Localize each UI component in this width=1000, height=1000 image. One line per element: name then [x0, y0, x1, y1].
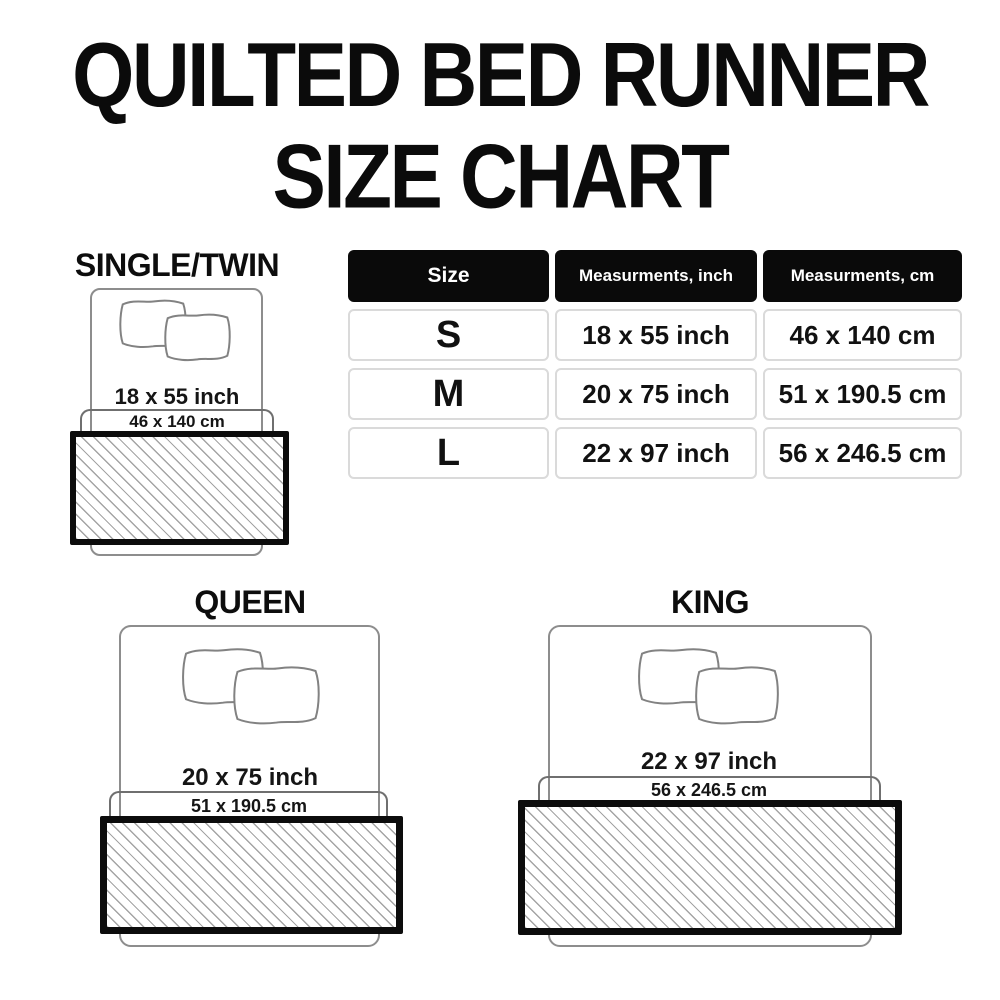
pillow-front-icon — [230, 663, 323, 727]
table-cell-inch-l: 22 x 97 inch — [555, 427, 757, 479]
pillow-front-icon — [162, 311, 233, 363]
table-cell-size-s: S — [348, 309, 549, 361]
table-cell-cm-s: 46 x 140 cm — [763, 309, 962, 361]
inch-dimension-label: 20 x 75 inch — [181, 764, 319, 791]
bed-size-label: SINGLE/TWIN — [74, 247, 280, 283]
bed-size-label: KING — [671, 584, 749, 620]
inch-dimension-label: 18 x 55 inch — [114, 384, 240, 409]
bed-runner-swatch — [518, 800, 902, 935]
cm-dimension-label: 46 x 140 cm — [129, 412, 225, 431]
table-cell-cm-m: 51 x 190.5 cm — [763, 368, 962, 420]
table-cell-cm-l: 56 x 246.5 cm — [763, 427, 962, 479]
cm-dimension-label: 56 x 246.5 cm — [650, 780, 768, 800]
page-title — [0, 24, 1000, 227]
size-table — [348, 250, 962, 479]
table-cell-inch-m: 20 x 75 inch — [555, 368, 757, 420]
page-title-line-1: QUILTED BED RUNNER — [72, 24, 928, 126]
bed-runner-swatch — [100, 816, 403, 934]
inch-dimension-label: 22 x 97 inch — [640, 748, 778, 775]
table-cell-size-m: M — [348, 368, 549, 420]
pillow-front-icon — [692, 663, 782, 727]
table-header-inch: Measurments, inch — [555, 250, 757, 302]
table-cell-inch-s: 18 x 55 inch — [555, 309, 757, 361]
table-header-cm: Measurments, cm — [763, 250, 962, 302]
page-title-line-2: SIZE CHART — [272, 125, 728, 227]
cm-dimension-label: 51 x 190.5 cm — [190, 796, 308, 816]
table-cell-size-l: L — [348, 427, 549, 479]
bed-size-label: QUEEN — [194, 584, 306, 620]
bed-runner-swatch — [70, 431, 289, 545]
table-header-size: Size — [348, 250, 549, 302]
